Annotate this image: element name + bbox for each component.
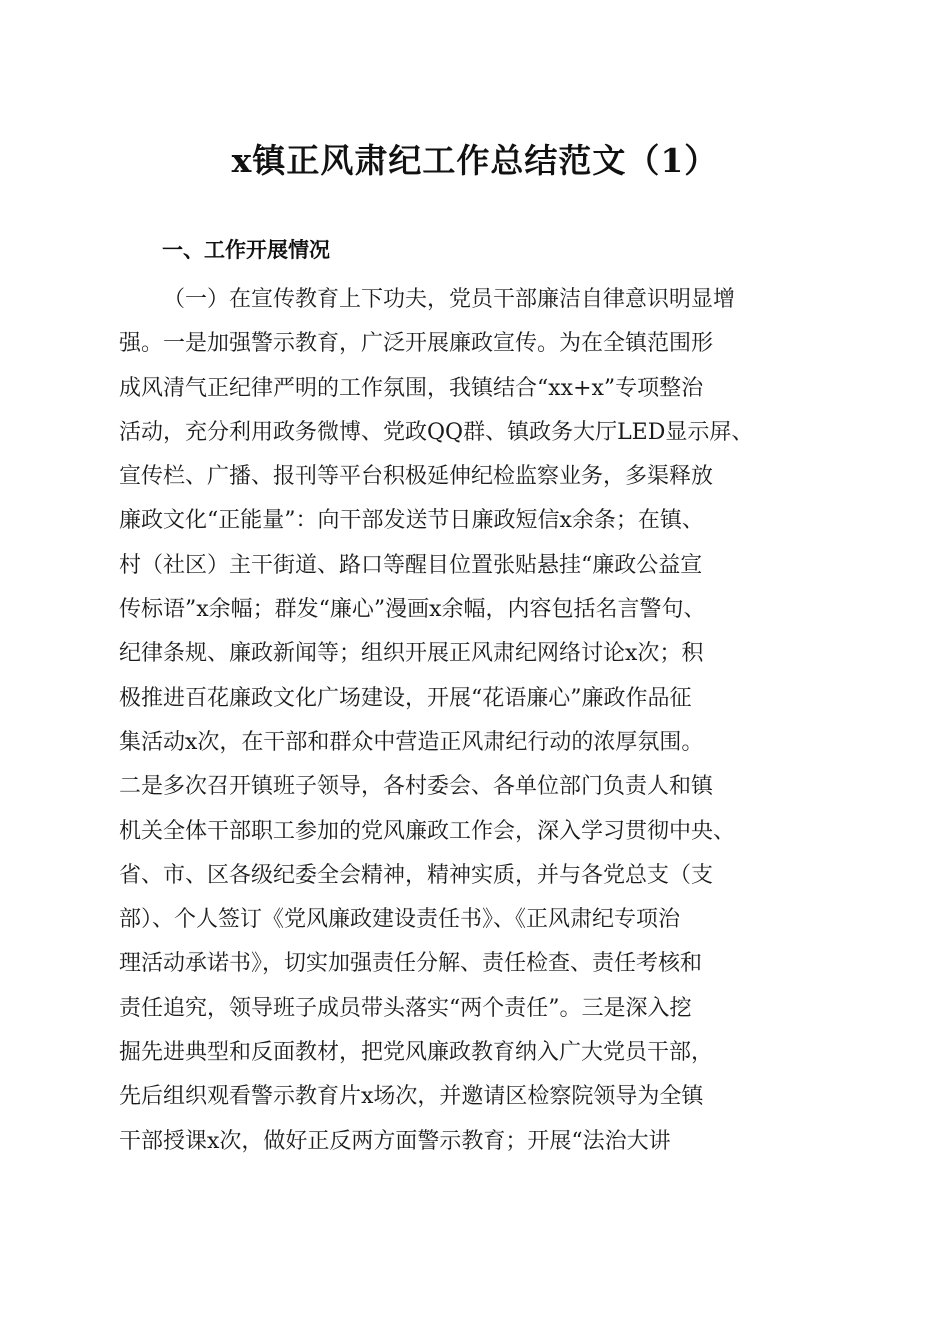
document-title: x镇正风肃纪工作总结范文（1） xyxy=(231,141,719,180)
text-line: （一）在宣传教育上下功夫，党员干部廉洁自律意识明显增 xyxy=(163,287,736,312)
text-line: 责任追究，领导班子成员带头落实“两个责任”。三是深入挖 xyxy=(119,995,692,1021)
text-line: 集活动x次，在干部和群众中营造正风肃纪行动的浓厚氛围。 xyxy=(119,729,704,755)
text-line: 极推进百花廉政文化广场建设，开展“花语廉心”廉政作品征 xyxy=(119,685,692,711)
text-line: 机关全体干部职工参加的党风廉政工作会，深入学习贯彻中央、 xyxy=(119,818,736,844)
text-line: 活动，充分利用政务微博、党政QQ群、镇政务大厅LED显示屏、 xyxy=(119,419,754,445)
text-line: 部）、个人签订《党风廉政建设责任书》、《正风肃纪专项治 xyxy=(119,907,681,933)
text-line: 省、市、区各级纪委全会精神，精神实质，并与各党总支（支 xyxy=(119,862,714,888)
text-line: 纪律条规、廉政新闻等；组织开展正风肃纪网络讨论x次；积 xyxy=(119,641,704,667)
text-line: 理活动承诺书》，切实加强责任分解、责任检查、责任考核和 xyxy=(119,951,703,977)
text-line: 村（社区）主干街道、路口等醒目位置张贴悬挂“廉政公益宣 xyxy=(119,552,703,578)
text-line: 二是多次召开镇班子领导，各村委会、各单位部门负责人和镇 xyxy=(119,774,714,800)
text-line: 成风清气正纪律严明的工作氛围，我镇结合“xx+x”专项整治 xyxy=(119,375,704,401)
text-line: 先后组织观看警示教育片x场次，并邀请区检察院领导为全镇 xyxy=(119,1084,704,1110)
text-line: 传标语”x余幅；群发“廉心”漫画x余幅，内容包括名言警句、 xyxy=(119,597,706,623)
text-line: 强。一是加强警示教育，广泛开展廉政宣传。为在全镇范围形 xyxy=(119,331,714,357)
text-line: 廉政文化“正能量”：向干部发送节日廉政短信x余条；在镇、 xyxy=(119,508,704,534)
text-line: 宣传栏、广播、报刊等平台积极延伸纪检监察业务，多渠释放 xyxy=(119,464,714,490)
text-line: 干部授课x次，做好正反两方面警示教育；开展“法治大讲 xyxy=(119,1128,671,1154)
section-heading: 一、工作开展情况 xyxy=(162,238,330,262)
body-paragraph xyxy=(119,278,859,1164)
text-line: 掘先进典型和反面教材，把党风廉政教育纳入广大党员干部， xyxy=(119,1040,714,1066)
